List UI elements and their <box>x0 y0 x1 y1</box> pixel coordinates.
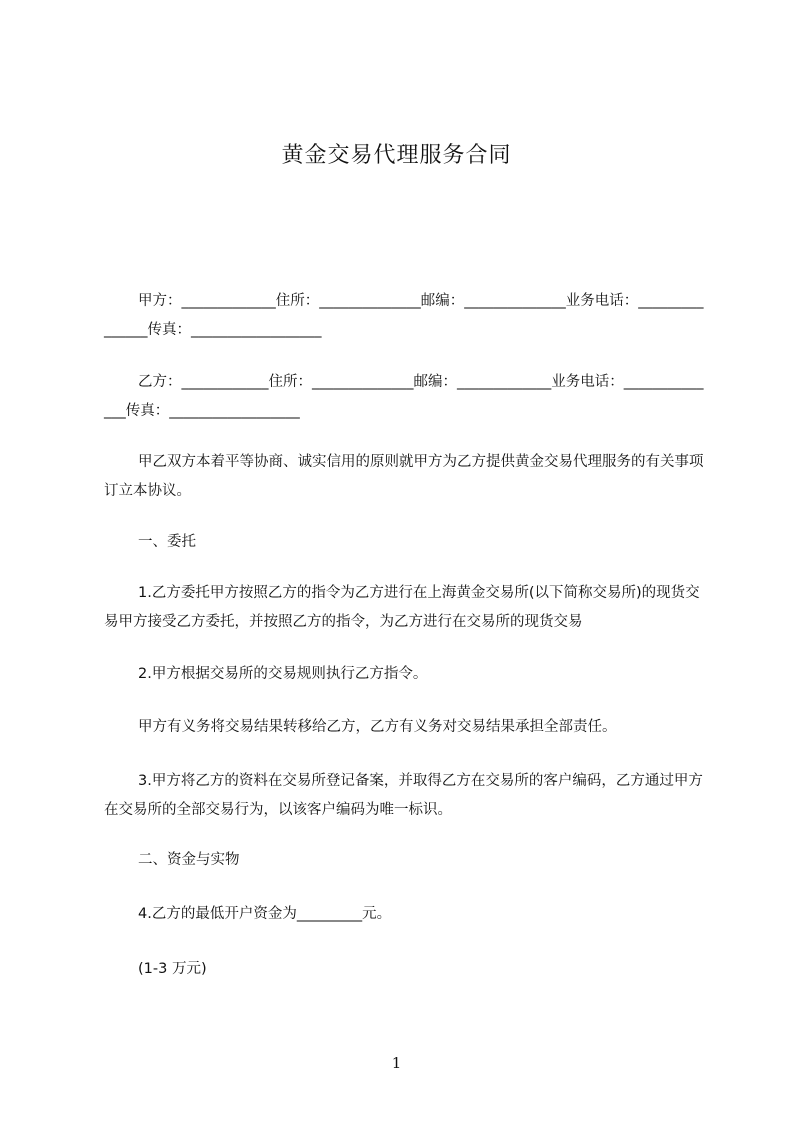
party-a-info: 甲方：_____________住所：__​____________邮编：______________业务电话：_______________传真：__________________ <box>104 293 704 338</box>
intro-paragraph: 甲乙双方本着平等协商、诚实信用的原则就甲方为乙方提供黄金交易代理服务的有关事项订立本协议。 <box>104 454 704 499</box>
page-number: 1 <box>391 1054 402 1072</box>
clause-2-obligation: 甲方有义务将交易结果转移给乙方，乙方有义务对交易结果承担全部责任。 <box>138 719 617 735</box>
clause-4: 4.乙方的最低开户资金为_________元。 <box>138 906 392 922</box>
section-heading-funds: 二、资金与实物 <box>138 852 240 868</box>
clause-2: 2.甲方根据交易所的交易规则执行乙方指令。 <box>138 666 428 682</box>
clause-1: 1.乙方委托甲方按照乙方的指令为乙方进行在上海黄金交易所(以下简称交易所)的现货交易甲方接受乙方委托，并按照乙方的指令，为乙方进行在交易所的现货交易 <box>104 585 700 630</box>
page-title: 黄金交易代理服务合同 <box>281 143 512 168</box>
clause-3: 3.甲方将乙方的资料在交易所登记备案，并取得乙方在交易所的客户编码，乙方通过甲方在交易所的全部交易行为，以该客户编码为唯一标识。 <box>104 773 703 818</box>
clause-4-note: (1-3 万元) <box>138 961 207 977</box>
party-b-info: 乙方：____________住所：______________邮编：_____________业务电话：______________传真：__________________ <box>104 374 704 419</box>
section-heading-entrust: 一、委托 <box>138 534 196 550</box>
